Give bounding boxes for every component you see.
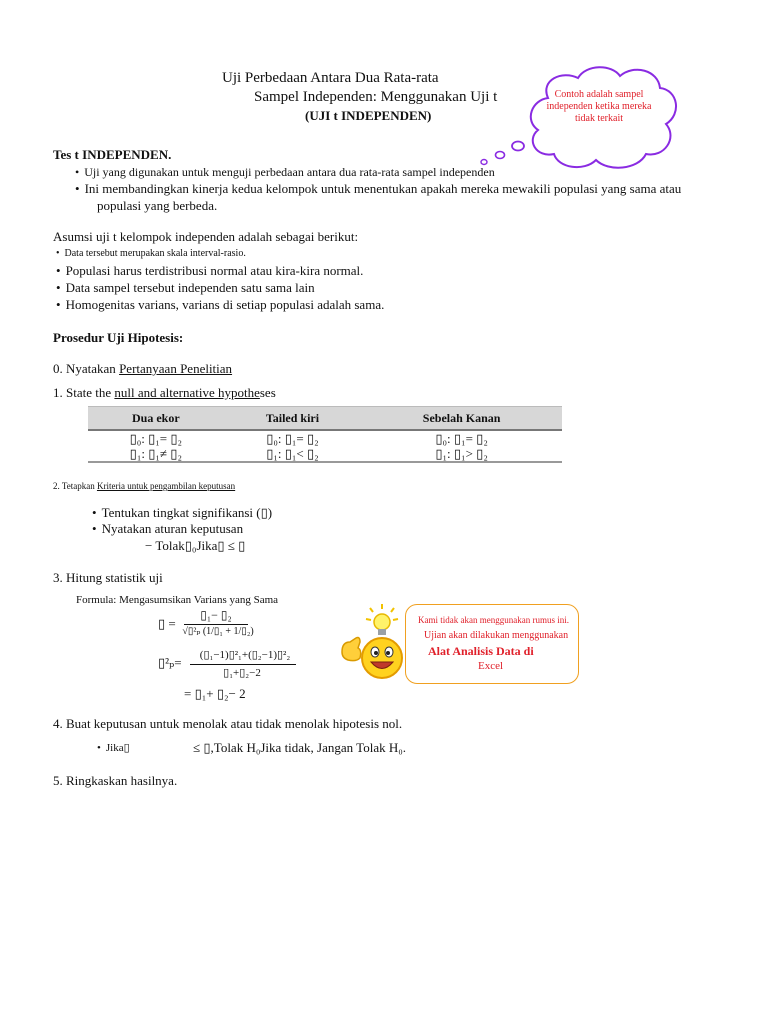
assumption-1: • Data tersebut merupakan skala interval-rasio.	[56, 248, 246, 259]
step-5: 5. Ringkaskan hasilnya.	[53, 773, 178, 788]
procedure-heading: Prosedur Uji Hipotesis:	[53, 330, 184, 345]
assumption-4: • Homogenitas varians, varians di setiap populasi adalah sama.	[56, 297, 384, 313]
callout-line-3: Alat Analisis Data di	[428, 644, 534, 658]
table-cell: ▯₀: ▯₁= ▯₂	[435, 431, 488, 446]
assumption-3: • Data sampel tersebut independen satu sama lain	[56, 280, 315, 296]
step-0-prefix: 0. Nyatakan	[53, 361, 120, 376]
table-cell: ▯₀: ▯₁= ▯₂	[266, 431, 319, 446]
smiley-face-icon	[362, 638, 402, 678]
table-header: Dua ekor	[88, 407, 224, 431]
formula-label: Formula: Mengasumsikan Varians yang Sama	[76, 594, 279, 606]
formula-t-denominator: √▯²ₚ (1/▯₁ + 1/▯₂)	[182, 626, 254, 637]
step-1-link[interactable]: null and alternative hypothe	[114, 385, 260, 400]
callout-line-4: Excel	[478, 660, 504, 672]
title-line-3: (UJI t INDEPENDEN)	[305, 108, 432, 123]
cloud-note: Contoh adalah sampel independen ketika mereka tidak terkait	[546, 89, 652, 124]
assumption-2: • Populasi harus terdistribusi normal atau kira-kira normal.	[56, 263, 363, 279]
assumptions-heading: Asumsi uji t kelompok independen adalah sebagai berikut:	[53, 229, 359, 244]
table-header: Tailed kiri	[224, 407, 362, 431]
step-4-rule-prefix-text: Jika▯	[105, 742, 130, 754]
intro-bullet-2-cont: populasi yang berbeda.	[97, 198, 218, 213]
step-0	[53, 361, 232, 377]
table-cell: ▯₁: ▯₁< ▯₂	[224, 446, 362, 462]
step-4-rule: ≤ ▯,Tolak H₀Jika tidak, Jangan Tolak H₀.	[193, 740, 407, 755]
intro-heading: Tes t INDEPENDEN.	[53, 147, 172, 162]
excel-note-callout	[405, 604, 579, 684]
step-4-rule-prefix	[97, 741, 130, 754]
title-line-1: Uji Perbedaan Antara Dua Rata-rata	[222, 70, 439, 86]
table-cell: ▯₁: ▯₁≠ ▯₂	[88, 446, 224, 462]
step-2-item-2: • Nyatakan aturan keputusan	[92, 521, 243, 537]
step-2-rule: − Tolak▯₀Jika▯ ≤ ▯	[145, 538, 246, 553]
step-2-item-1: • Tentukan tingkat signifikansi (▯)	[92, 505, 272, 521]
hypotheses-table	[88, 406, 562, 463]
intro-bullet-2: • Ini membandingkan kinerja kedua kelompok untuk menentukan apakah mereka mewakili populasi yang sama atau	[75, 181, 681, 197]
step-1	[53, 385, 276, 401]
table-row	[88, 446, 562, 462]
table-cell: ▯₁: ▯₁> ▯₂	[361, 446, 562, 462]
step-1-suffix: ses	[259, 385, 276, 400]
formula-df: = ▯₁+ ▯₂− 2	[184, 686, 246, 701]
pointing-hand-icon	[342, 638, 361, 661]
step-1-prefix: 1. State the	[53, 385, 115, 400]
formula-t-numerator: ▯₁− ▯₂	[200, 608, 232, 622]
step-4: 4. Buat keputusan untuk menolak atau tidak menolak hipotesis nol.	[53, 716, 403, 731]
step-2	[53, 481, 235, 491]
step-0-link[interactable]: Pertanyaan Penelitian	[119, 361, 233, 376]
formula-t-lhs: ▯ =	[158, 616, 176, 631]
intro-bullet-1: • Uji yang digunakan untuk menguji perbedaan antara dua rata-rata sampel independen	[75, 165, 495, 180]
step-2-prefix: 2. Tetapkan	[53, 481, 97, 491]
title-line-2: Sampel Independen: Menggunakan Uji t	[254, 89, 498, 105]
table-header: Sebelah Kanan	[361, 407, 562, 431]
lightbulb-smiley-icon	[338, 602, 408, 688]
step-3: 3. Hitung statistik uji	[53, 570, 163, 585]
fraction-bar	[184, 624, 248, 625]
formula-sp-numerator: (▯₁−1)▯²₁+(▯₂−1)▯²₂	[199, 649, 291, 661]
table-row	[88, 430, 562, 446]
callout-line-1: Kami tidak akan menggunakan rumus ini.	[418, 615, 569, 625]
fraction-bar	[190, 664, 296, 665]
formula-sp-denominator: ▯₁+▯₂−2	[223, 667, 261, 679]
step-2-link[interactable]: Kriteria untuk pengambilan keputusan	[96, 481, 236, 491]
formula-sp-lhs: ▯²ₚ=	[158, 655, 182, 670]
callout-line-2: Ujian akan dilakukan menggunakan	[424, 630, 569, 641]
lightbulb-icon	[366, 604, 398, 635]
table-cell: ▯₀: ▯₁= ▯₂	[129, 431, 183, 446]
